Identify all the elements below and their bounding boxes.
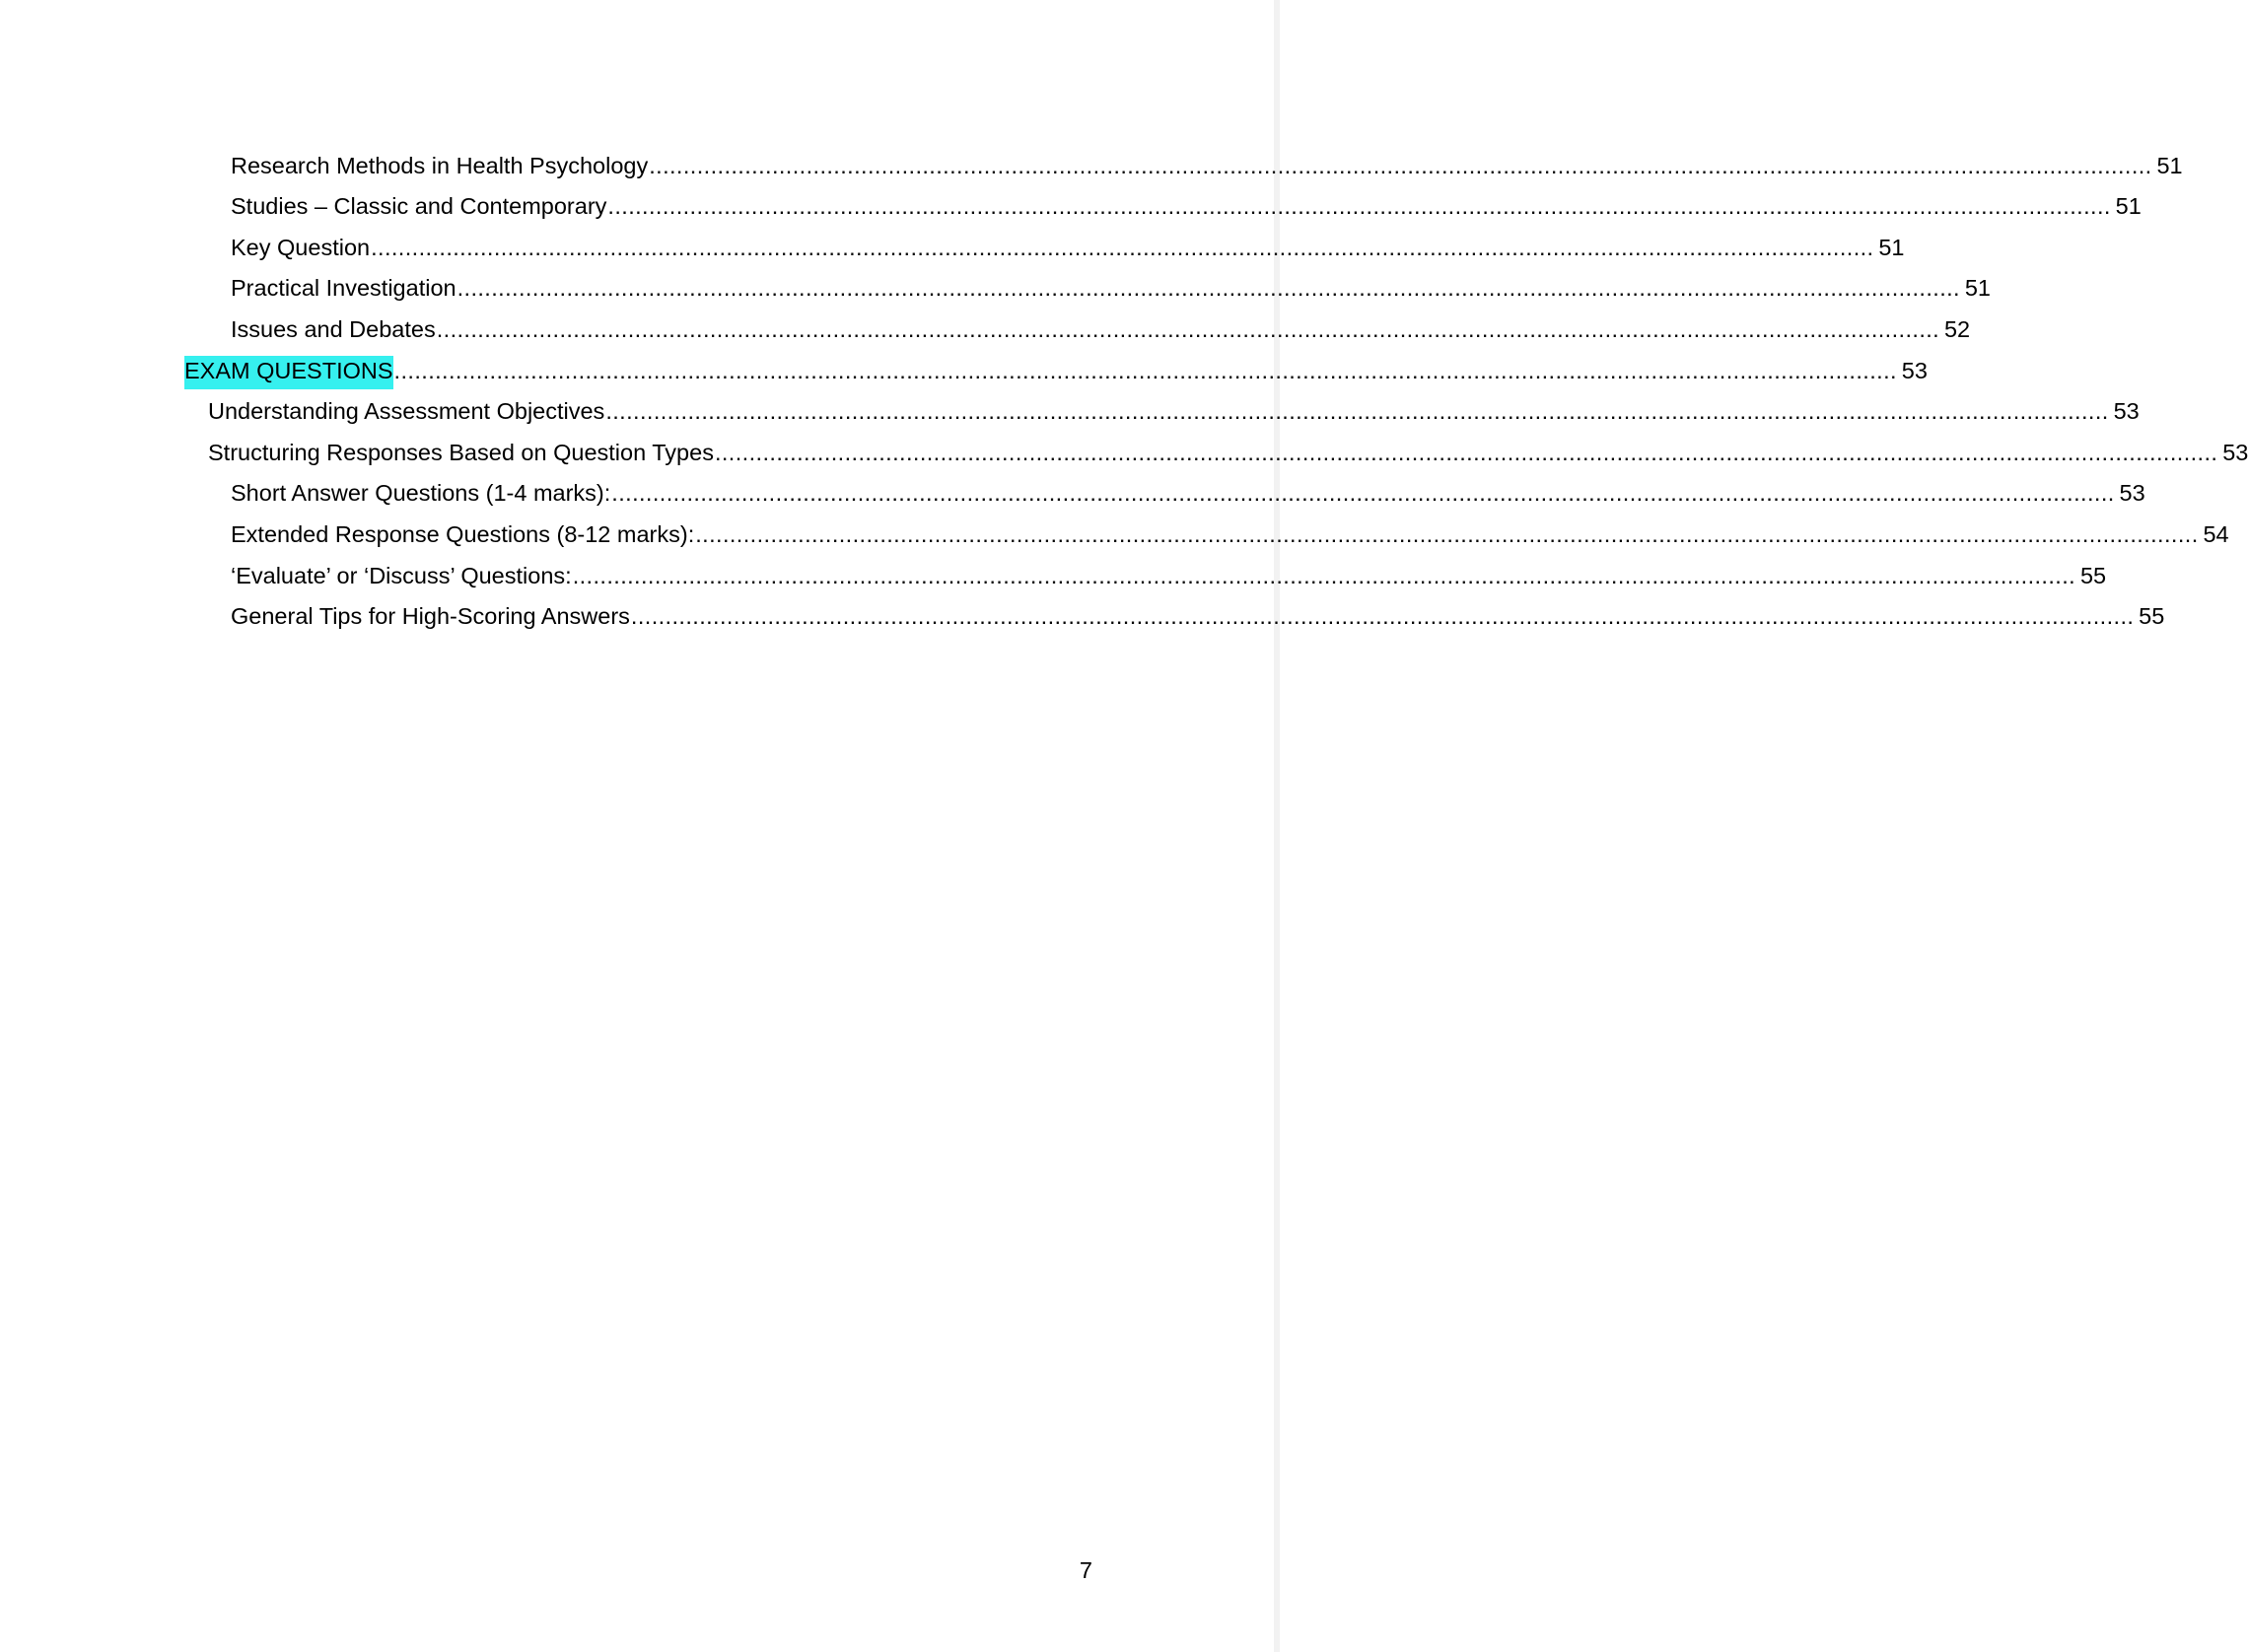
toc-entry-page: 53 xyxy=(2113,398,2140,425)
toc-entry-title: Issues and Debates xyxy=(231,315,436,342)
toc-dot-leader: ............................................................................................................................................................................................................................ xyxy=(393,357,1897,383)
toc-entry[interactable] xyxy=(0,307,1971,348)
toc-entry-title-highlighted: EXAM QUESTIONS xyxy=(184,356,393,389)
toc-entry[interactable] xyxy=(0,471,2145,513)
page-number: 7 xyxy=(1079,1557,1092,1583)
toc-entry[interactable] xyxy=(0,389,2140,431)
toc-entry-page: 52 xyxy=(1943,315,1971,342)
toc-dot-leader: ............................................................................................................................................................................................................................ xyxy=(649,152,2152,178)
toc-entry-page: 51 xyxy=(1878,234,1905,260)
toc-dot-leader: ............................................................................................................................................................................................................................ xyxy=(611,480,2115,507)
toc-dot-leader: ............................................................................................................................................................................................................................ xyxy=(572,562,2076,588)
toc-entry-page: 53 xyxy=(2119,480,2145,507)
toc-entry-title: Structuring Responses Based on Question Types xyxy=(208,439,714,465)
toc-dot-leader: ............................................................................................................................................................................................................................ xyxy=(607,193,2111,220)
toc-entry-title: Studies – Classic and Contemporary xyxy=(231,193,607,220)
toc-dot-leader: ............................................................................................................................................................................................................................ xyxy=(371,234,1874,260)
toc-dot-leader: ............................................................................................................................................................................................................................ xyxy=(605,398,2109,425)
toc-entry-page: 53 xyxy=(2222,439,2248,465)
toc-entry[interactable] xyxy=(0,430,2248,471)
toc-entry[interactable] xyxy=(0,143,2183,184)
toc-entry-title: Practical Investigation xyxy=(231,275,457,302)
toc-dot-leader: ............................................................................................................................................................................................................................ xyxy=(695,520,2199,547)
toc-entry-title: Understanding Assessment Objectives xyxy=(208,398,605,425)
toc-dot-leader: ............................................................................................................................................................................................................................ xyxy=(630,603,2135,630)
toc-dot-leader: ............................................................................................................................................................................................................................ xyxy=(714,439,2218,465)
toc-entry-page: 55 xyxy=(2139,603,2165,630)
toc-entry-page: 53 xyxy=(1901,357,1928,383)
toc-entry-page: 51 xyxy=(2115,193,2142,220)
table-of-contents xyxy=(0,143,2248,635)
toc-entry-section[interactable] xyxy=(0,348,1928,389)
toc-entry-page: 54 xyxy=(2203,520,2229,547)
toc-entry-title: Research Methods in Health Psychology xyxy=(231,152,649,178)
toc-entry[interactable] xyxy=(0,594,2165,636)
toc-entry[interactable] xyxy=(0,266,1991,308)
toc-entry-title: General Tips for High-Scoring Answers xyxy=(231,603,630,630)
toc-entry-page: 51 xyxy=(1964,275,1991,302)
toc-entry-title: ‘Evaluate’ or ‘Discuss’ Questions: xyxy=(231,562,572,588)
toc-dot-leader: ............................................................................................................................................................................................................................ xyxy=(436,315,1940,342)
toc-entry-title: Key Question xyxy=(231,234,371,260)
toc-entry-title: Extended Response Questions (8-12 marks): xyxy=(231,520,695,547)
toc-entry-page: 55 xyxy=(2079,562,2107,588)
toc-entry[interactable] xyxy=(0,553,2107,594)
toc-dot-leader: ............................................................................................................................................................................................................................ xyxy=(457,275,1960,302)
toc-entry-title: Short Answer Questions (1-4 marks): xyxy=(231,480,611,507)
toc-entry[interactable] xyxy=(0,512,2229,553)
toc-entry[interactable] xyxy=(0,184,2142,226)
toc-entry[interactable] xyxy=(0,225,1905,266)
toc-entry-page: 51 xyxy=(2156,152,2183,178)
